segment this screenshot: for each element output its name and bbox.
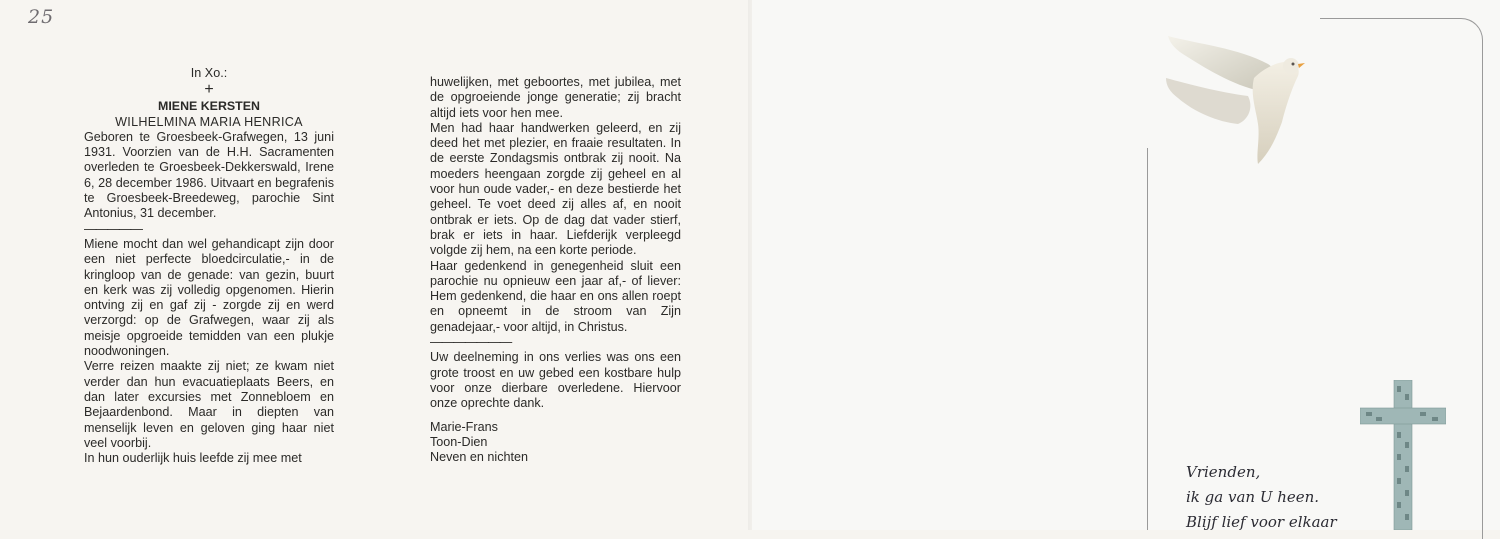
thanks-paragraph: Uw deelneming in ons verlies was ons een grote troost en uw gebed een kostbare hulp voor onze dierbare overledene. Hiervoor onze oprechte dank.: [430, 350, 681, 411]
handwritten-number: 25: [28, 6, 55, 28]
left-page: [0, 0, 752, 530]
biography: Geboren te Groesbeek-Grafwegen, 13 juni 1931. Voorzien van de H.H. Sacramenten overleden te Groesbeek-Dekkerswald, Irene 6, 28 december 1986. Uitvaart en begrafenis te Groesbeek-Breedeweg, parochie Sint Antonius, 31 december.: [84, 129, 334, 221]
signature-line: Neven en nichten: [430, 450, 529, 465]
poem-line: Vrienden,: [1186, 463, 1261, 481]
signature-line: Marie-Frans: [430, 419, 498, 434]
paragraph: Miene mocht dan wel gehandicapt zijn door een niet perfecte bloedcirculatie,- in de kringloop van de genade: van gezin, buurt en kerk was zij volledig opgenomen. Hierin ontving zij en gaf zij - zorgde zij en werd verzorgd: op de Grafwegen, waar zij als meisje opgroeide temidden van een plukje noodwoningen.: [84, 236, 334, 359]
poem-line: ik ga van U heen.: [1186, 488, 1320, 506]
divider: ———————: [430, 335, 512, 350]
paragraph: Haar gedenkend in genegenheid sluit een parochie nu opnieuw een jaar af,- of liever: Hem gedenkend, die haar en ons allen roept en opneemt in de stroom van Zijn genadejaar,- voor altijd, in Christus.: [430, 258, 681, 334]
divider: —————: [84, 221, 142, 236]
deceased-full-name: WILHELMINA MARIA HENRICA: [115, 114, 303, 129]
text-column-2: [430, 75, 681, 465]
decorative-cross-icon: [1360, 380, 1446, 530]
text-column-1: [84, 66, 334, 466]
in-christ-label: In Xo.:: [190, 66, 228, 80]
paragraph: In hun ouderlijk huis leefde zij mee met: [84, 451, 302, 466]
poem: [1186, 460, 1337, 535]
paragraph: Verre reizen maakte zij niet; ze kwam niet verder dan hun evacuatieplaats Beers, en dan later excursies met Zonnebloem en Bejaardenbond. Maar in diepten van menselijk leven en geloven ging haar niet veel voorbij.: [84, 359, 334, 450]
signatures: [430, 420, 681, 466]
signature-line: Toon-Dien: [430, 434, 488, 449]
paragraph: Men had haar handwerken geleerd, en zij deed het met plezier, en fraaie resultaten. In de eerste Zondagsmis ontbrak zij nooit. Na moeders heengaan zorgde zij geheel en al voor hun oude vader,- en deze bestierde het geheel. Te voet deed zij alles af, en nooit ontbrak er iets. Op de dag dat vader stierf, brak er iets in haar. Liefderijk verpleegd volgde zij hem, na een korte periode.: [430, 120, 681, 258]
poem-line: Blijf lief voor elkaar: [1186, 513, 1337, 531]
deceased-name: MIENE KERSTEN: [158, 99, 260, 114]
card-frame-left-line: [1147, 148, 1148, 530]
dove-icon: [1158, 26, 1308, 171]
cross-icon: +: [204, 81, 214, 99]
paragraph: huwelijken, met geboortes, met jubilea, met de opgroeiende jonge generatie; zij bracht altijd iets voor hen mee.: [430, 75, 681, 120]
